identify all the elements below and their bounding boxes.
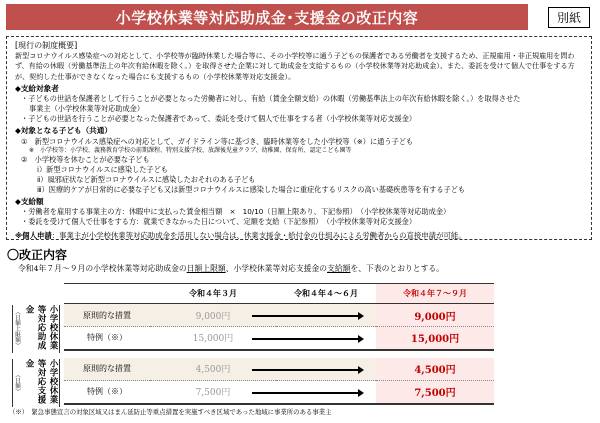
overview-box xyxy=(6,36,592,240)
group-name: 小学校休業等対応助成金 xyxy=(24,305,58,350)
overview-title: [現行の制度概要] xyxy=(15,41,78,50)
desc-underline-2: 支給額 xyxy=(327,264,351,273)
children-line: ※ 小学校等：小学校、義務教育学校の前期課程、特別支援学校、放課後児童クラブ、幼稚園、保育所、認定こども園等 xyxy=(29,146,352,154)
row-label: 原則的な措置 xyxy=(64,304,150,327)
desc-mid: 、小学校休業等対応支援金の xyxy=(225,264,328,273)
note-text: ：事業主が小学校休業等対応助成金を活用しない場合は、休業支援金・給付金の仕組みによる労働者からの直接申請が可能。 xyxy=(51,230,466,240)
table-header-row xyxy=(64,284,494,304)
arrow-icon xyxy=(252,369,362,371)
arrow-icon xyxy=(252,338,362,340)
revision-table xyxy=(64,283,494,405)
children-line: ⅲ）医療的ケアが日常的に必要な子ども又は新型コロナウイルスに感染した場合に重症化するリスクの高い基礎疾患等を有する子ども xyxy=(37,184,466,194)
overview-intro: 新型コロナウイルス感染症への対応として、小学校等が臨時休業した場合等に、その小学校等に通う子どもの保護者である労働者を支援するため、正規雇用・非正規雇用を問わず、有給の休暇（労働基準法上の年次有給休暇を除く。）を取得させた企業に対して助成金を支給するもの（小学校休業等対応助成金）、また、委託を受けて個人で仕事をする方が、契約した仕事ができなくなった場合にも支援するもの（小学校休業等対応支援金）。 xyxy=(15,51,575,81)
revision-description xyxy=(18,263,444,274)
new-value: 7,500円 xyxy=(376,381,494,404)
new-value: 15,000円 xyxy=(376,327,494,350)
desc-prefix: 令和4年７月～９月の小学校休業等対応助成金の xyxy=(18,264,187,273)
footnote: （※） 緊急事態宣言の対象区域又はまん延防止等重点措置を実施すべき区域であった地域に事業所のある事業主 xyxy=(9,408,332,416)
col-header-apr-jun: 令和４年４～６月 xyxy=(276,284,376,304)
group-name: 小学校休業等対応支援金 xyxy=(24,359,58,404)
col-header-jul-sep: 令和４年７～９月 xyxy=(376,284,494,304)
group-label-support xyxy=(12,359,60,407)
target-heading: ◆支給対象者 xyxy=(15,83,59,93)
col-header-march: 令和４年３月 xyxy=(150,284,276,304)
group-sub: （日額上限額） xyxy=(14,309,20,349)
target-line: 事業主（小学校休業等対応助成金） xyxy=(29,104,145,114)
note-label: ※個人申請 xyxy=(15,230,52,240)
amount-line: ・労働者を雇用する事業主の方：休暇中に支払った賃金相当額 × 10/10（日額上限あり、下記参照） （小学校休業等対応助成金） xyxy=(21,207,451,217)
page-title: 小学校休業等対応助成金･支援金の改正内容 xyxy=(6,4,528,30)
children-line: ① 新型コロナウイルス感染症への対応として、ガイドライン等に基づき、臨時休業等をした小学校等（※）に通う子ども xyxy=(21,136,414,146)
arrow-icon xyxy=(252,315,362,317)
annex-label: 別紙 xyxy=(548,7,590,28)
group-sub: （日額） xyxy=(14,371,20,395)
children-heading: ◆対象となる子ども（共通） xyxy=(15,126,112,136)
target-line: ・子どもの世話を保護者として行うことが必要となった労働者に対し、有給（賃金全額支給）の休暇（労働基準法上の年次有給休暇を除く。）を取得させた xyxy=(21,94,521,104)
row-label: 特例（※） xyxy=(64,381,150,404)
desc-suffix: を、下表のとおりとする。 xyxy=(350,264,444,273)
row-label: 特例（※） xyxy=(64,327,150,350)
old-value: 7,500円 xyxy=(150,381,276,404)
new-value: 9,000円 xyxy=(376,304,494,327)
old-value: 4,500円 xyxy=(150,358,276,381)
target-line: ・子どもの世話を行うことが必要となった保護者であって、委託を受けて個人で仕事をする者（小学校休業等対応支援金） xyxy=(21,114,417,124)
old-value: 9,000円 xyxy=(150,304,276,327)
arrow-icon xyxy=(252,392,362,394)
old-value: 15,000円 xyxy=(150,327,276,350)
amount-line: ・委託を受けて個人で仕事をする方：就業できなかった日について、定額を支給（下記参照） （小学校休業等対応支援金） xyxy=(21,216,417,226)
individual-application-note xyxy=(15,231,585,240)
children-line: ⅰ）新型コロナウイルスに感染した子ども xyxy=(37,164,168,174)
new-value: 4,500円 xyxy=(376,358,494,381)
amount-heading: ◆支給額 xyxy=(15,196,44,206)
children-line: ② 小学校等を休むことが必要な子ども xyxy=(21,154,150,164)
children-line: ⅱ）風邪症状など新型コロナウイルスに感染したおそれのある子ども xyxy=(37,174,256,184)
revision-heading: 〇改正内容 xyxy=(7,248,68,262)
desc-underline-1: 日額上限額 xyxy=(186,264,226,273)
row-label: 原則的な措置 xyxy=(64,358,150,381)
group-label-subsidy xyxy=(12,305,60,353)
